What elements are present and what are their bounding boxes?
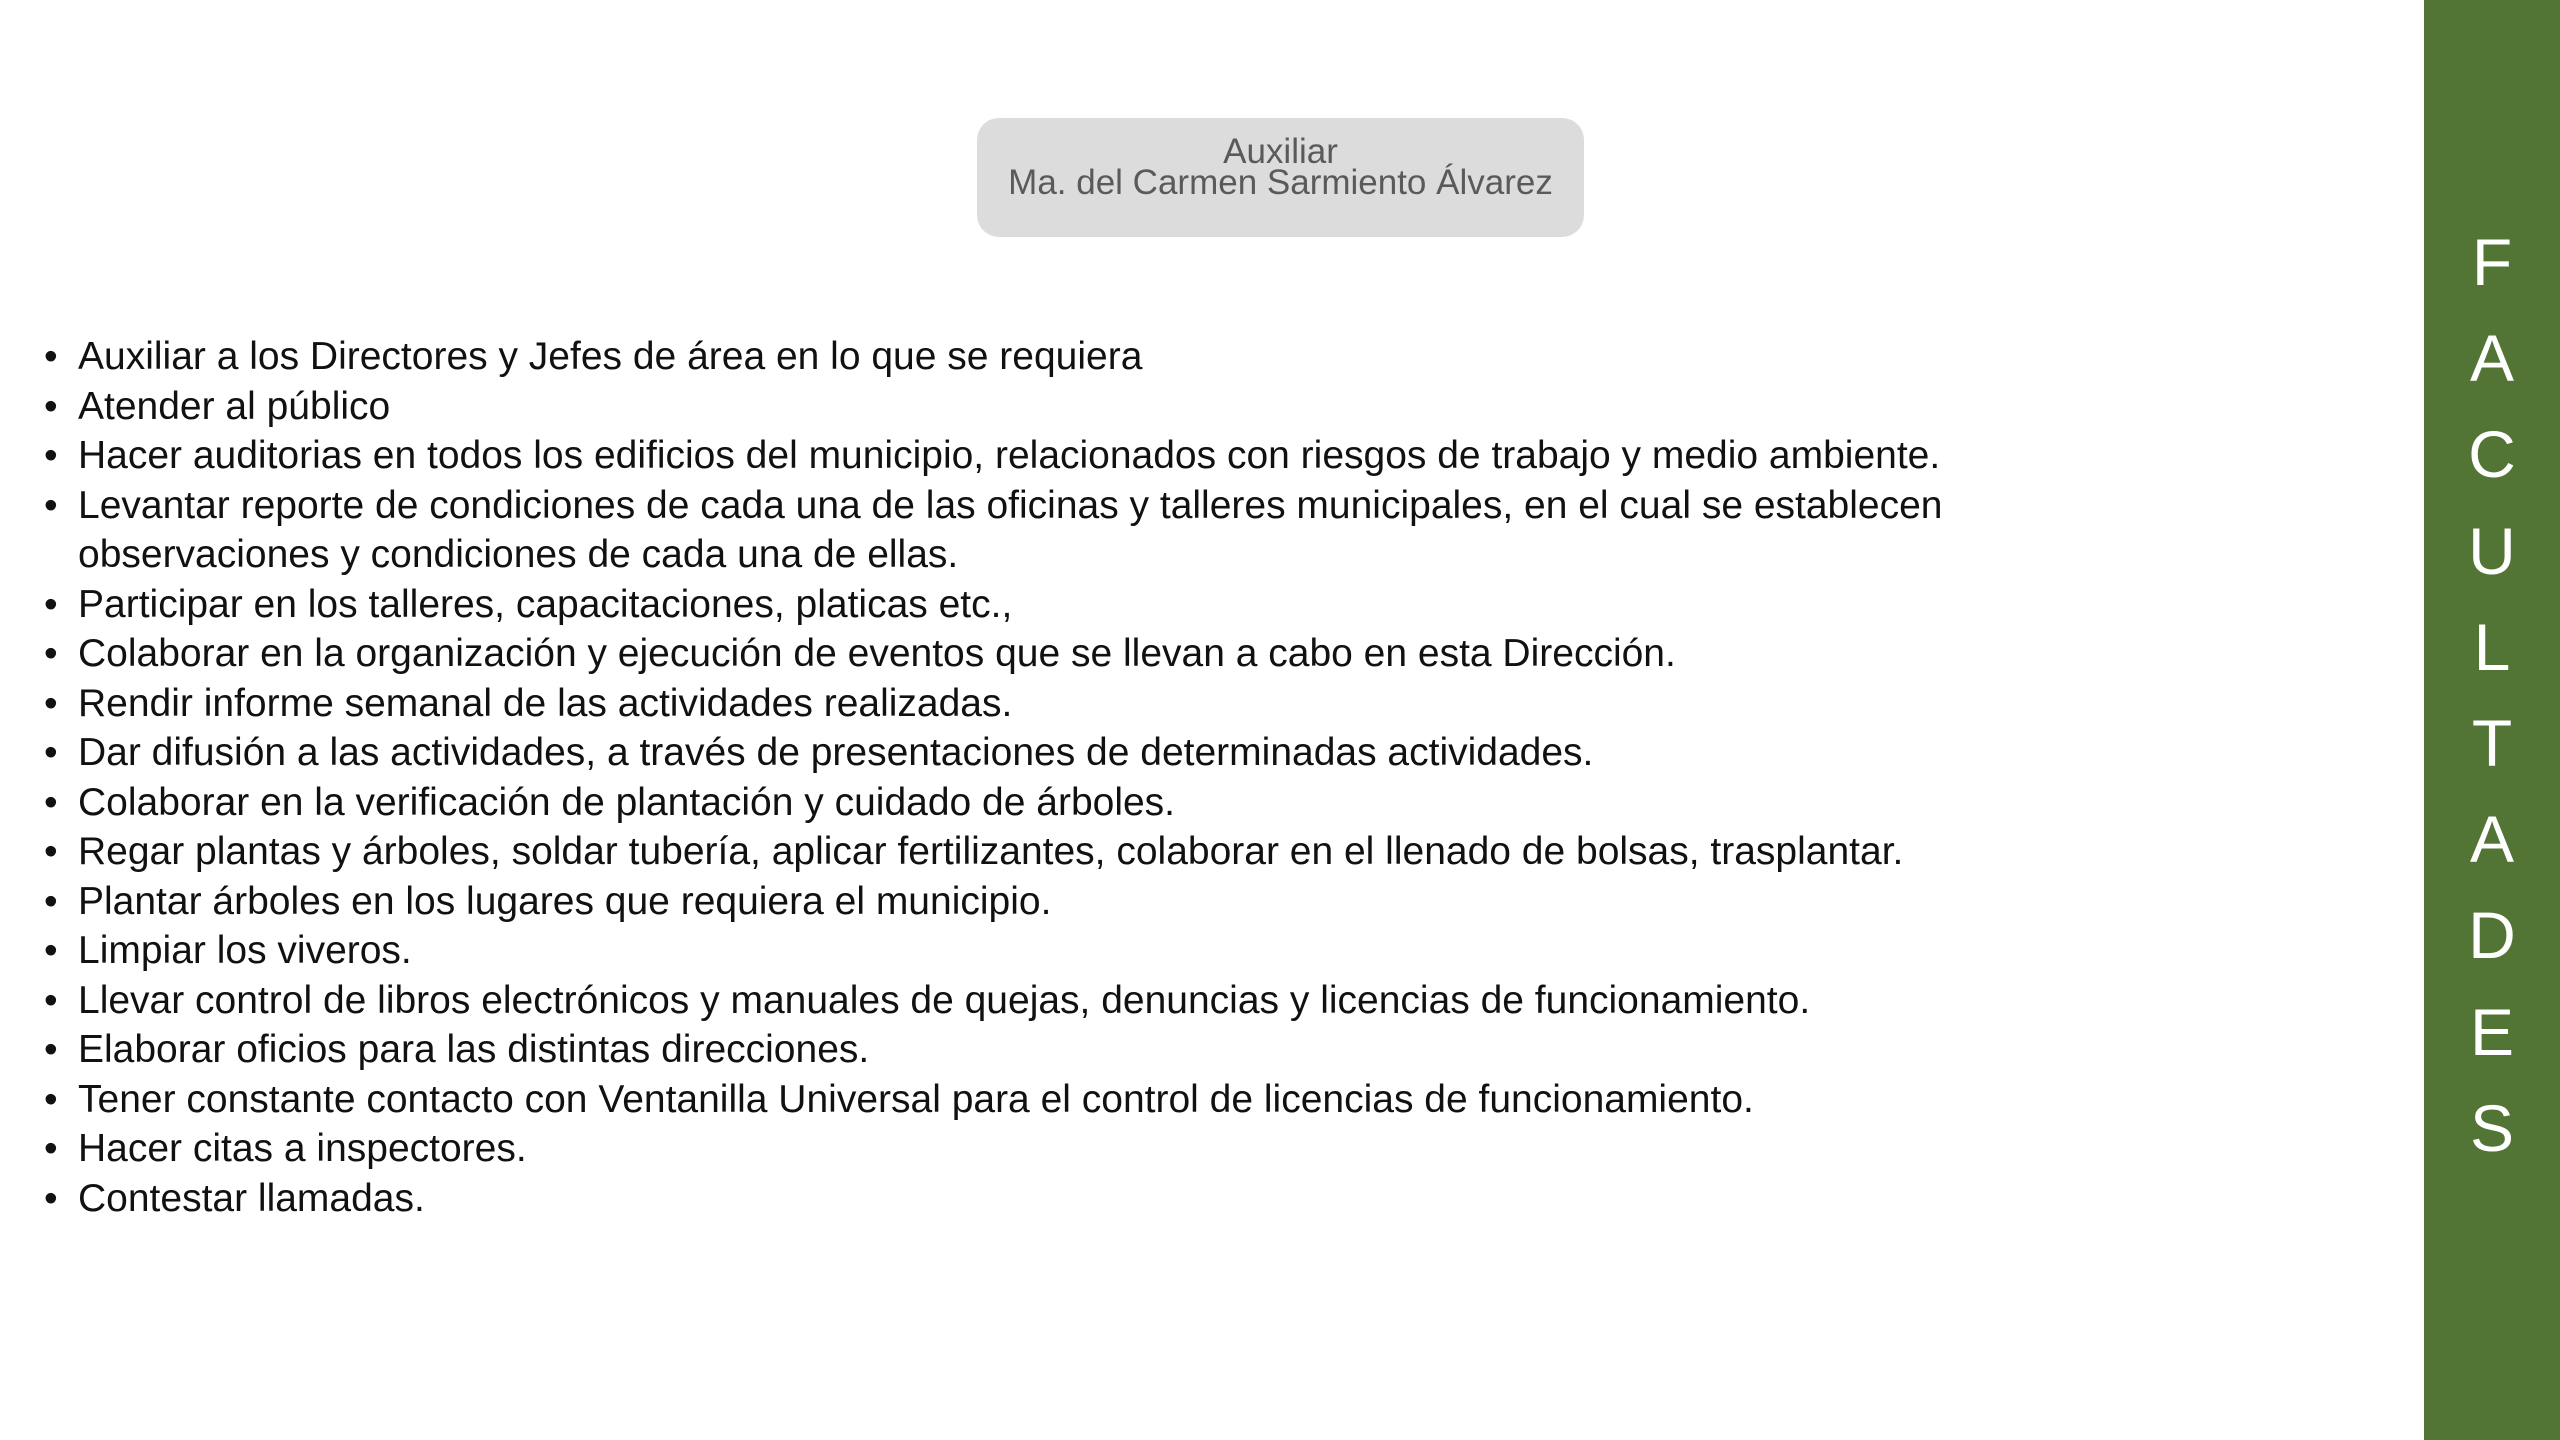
- sidebar-letter: F: [2471, 225, 2513, 299]
- sidebar-vertical-title: [2424, 214, 2560, 1176]
- list-item: • Dar difusión a las actividades, a través de presentaciones de determinadas actividades.: [40, 728, 2420, 778]
- section-sidebar: [2424, 0, 2560, 1440]
- sidebar-letter: C: [2468, 417, 2516, 492]
- position-header: [977, 118, 1584, 237]
- sidebar-letter: A: [2469, 802, 2515, 877]
- list-item: • Hacer citas a inspectores.: [40, 1124, 2420, 1174]
- sidebar-letter: E: [2469, 994, 2515, 1069]
- list-item: • Colaborar en la organización y ejecución de eventos que se llevan a cabo en esta Dirección.: [40, 629, 2420, 679]
- list-item: • Elaborar oficios para las distintas direcciones.: [40, 1025, 2420, 1075]
- sidebar-letter: T: [2471, 705, 2513, 780]
- list-item: • Levantar reporte de condiciones de cada una de las oficinas y talleres municipales, en el cual se establecen observaciones y condiciones de cada una de ellas.: [40, 481, 2103, 580]
- sidebar-letter: U: [2468, 513, 2516, 588]
- list-item: • Participar en los talleres, capacitaciones, platicas etc.,: [40, 580, 2420, 630]
- list-item: • Colaborar en la verificación de plantación y cuidado de árboles.: [40, 778, 2420, 828]
- list-item: • Regar plantas y árboles, soldar tubería, aplicar fertilizantes, colaborar en el llenado de bolsas, trasplantar.: [40, 827, 2420, 877]
- list-item: • Hacer auditorias en todos los edificios del municipio, relacionados con riesgos de trabajo y medio ambiente.: [40, 431, 2420, 481]
- sidebar-letter: L: [2473, 609, 2511, 684]
- employee-name: Ma. del Carmen Sarmiento Álvarez: [1008, 163, 1553, 202]
- list-item: • Tener constante contacto con Ventanilla Universal para el control de licencias de funcionamiento.: [40, 1075, 2420, 1125]
- list-item: • Atender al público: [40, 382, 2420, 432]
- sidebar-letter: D: [2468, 898, 2516, 973]
- sidebar-letter: A: [2469, 321, 2515, 396]
- list-item: • Contestar llamadas.: [40, 1174, 2420, 1224]
- list-item: • Plantar árboles en los lugares que requiera el municipio.: [40, 877, 2420, 927]
- list-item: • Limpiar los viveros.: [40, 926, 2420, 976]
- list-item: • Auxiliar a los Directores y Jefes de área en lo que se requiera: [40, 332, 2420, 382]
- position-title: Auxiliar: [1223, 132, 1338, 171]
- faculties-list: [40, 332, 2420, 1223]
- sidebar-letter: S: [2469, 1090, 2515, 1165]
- list-item: • Rendir informe semanal de las actividades realizadas.: [40, 679, 2420, 729]
- list-item: • Llevar control de libros electrónicos y manuales de quejas, denuncias y licencias de funcionamiento.: [40, 976, 2420, 1026]
